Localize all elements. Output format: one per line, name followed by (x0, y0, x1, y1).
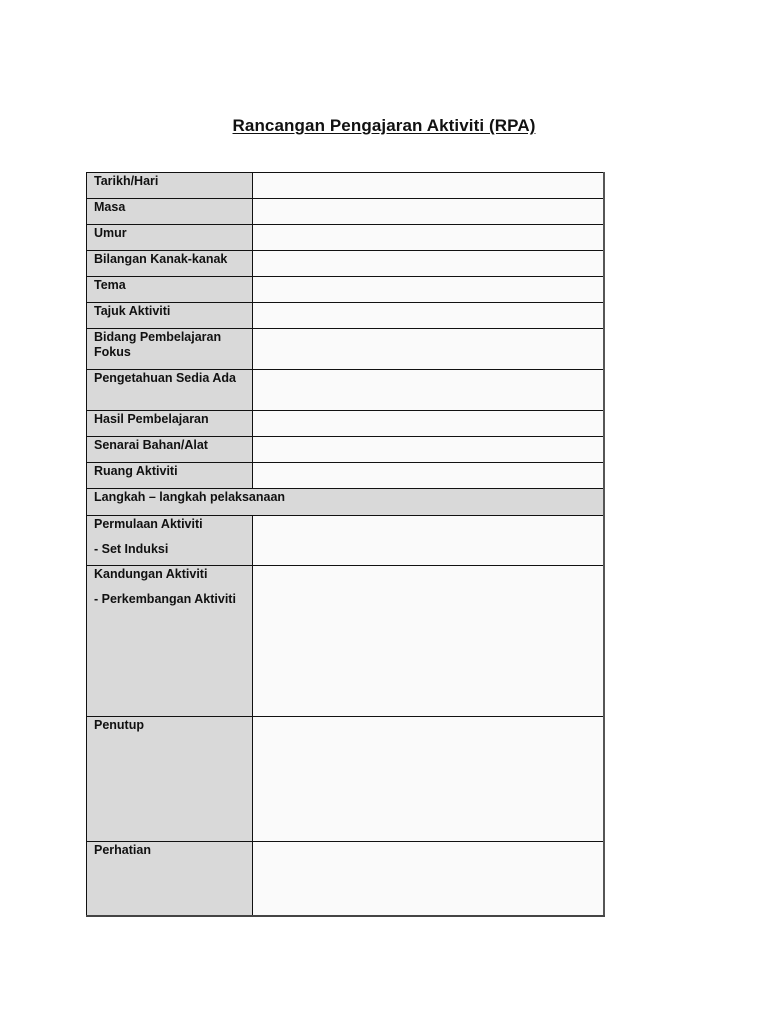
field-tema[interactable] (253, 277, 605, 303)
table-row-penutup (87, 717, 605, 842)
label-perhatian: Perhatian (87, 842, 253, 916)
label-tarikh-hari: Tarikh/Hari (87, 173, 253, 199)
label-bilangan-kanak-kanak: Bilangan Kanak-kanak (87, 251, 253, 277)
field-senarai-bahan-alat[interactable] (253, 437, 605, 463)
label-permulaan-aktiviti-title: Permulaan Aktiviti (94, 517, 203, 531)
rpa-form-table (86, 172, 605, 917)
label-masa: Masa (87, 199, 253, 225)
label-kandungan-aktiviti-title: Kandungan Aktiviti (94, 567, 208, 581)
section-header-langkah-pelaksanaan: Langkah – langkah pelaksanaan (87, 489, 605, 516)
label-penutup: Penutup (87, 717, 253, 842)
label-spacer (94, 582, 246, 592)
table-row-permulaan-aktiviti (87, 516, 605, 566)
label-spacer (94, 532, 246, 542)
field-bilangan-kanak-kanak[interactable] (253, 251, 605, 277)
table-row-perhatian (87, 842, 605, 916)
field-tajuk-aktiviti[interactable] (253, 303, 605, 329)
label-bidang-pembelajaran-fokus: Bidang Pembelajaran Fokus (87, 329, 253, 370)
label-perkembangan-aktiviti: - Perkembangan Aktiviti (94, 592, 236, 606)
field-hasil-pembelajaran[interactable] (253, 411, 605, 437)
label-permulaan-aktiviti (87, 516, 253, 566)
label-umur: Umur (87, 225, 253, 251)
field-ruang-aktiviti[interactable] (253, 463, 605, 489)
table-row-umur (87, 225, 605, 251)
label-senarai-bahan-alat: Senarai Bahan/Alat (87, 437, 253, 463)
table-row-tajuk-aktiviti (87, 303, 605, 329)
table-row-masa (87, 199, 605, 225)
label-kandungan-aktiviti (87, 566, 253, 717)
field-pengetahuan-sedia-ada[interactable] (253, 370, 605, 411)
field-bidang-pembelajaran-fokus[interactable] (253, 329, 605, 370)
field-umur[interactable] (253, 225, 605, 251)
table-row-bilangan-kanak-kanak (87, 251, 605, 277)
table-row-senarai-bahan-alat (87, 437, 605, 463)
table-row-section-header (87, 489, 605, 516)
page-title: Rancangan Pengajaran Aktiviti (RPA) (232, 116, 536, 135)
table-row-bidang-pembelajaran-fokus (87, 329, 605, 370)
table-row-kandungan-aktiviti (87, 566, 605, 717)
label-hasil-pembelajaran: Hasil Pembelajaran (87, 411, 253, 437)
label-tajuk-aktiviti: Tajuk Aktiviti (87, 303, 253, 329)
field-masa[interactable] (253, 199, 605, 225)
label-pengetahuan-sedia-ada: Pengetahuan Sedia Ada (87, 370, 253, 411)
label-set-induksi: - Set Induksi (94, 542, 169, 556)
field-tarikh-hari[interactable] (253, 173, 605, 199)
table-row-hasil-pembelajaran (87, 411, 605, 437)
field-penutup[interactable] (253, 717, 605, 842)
table-row-tema (87, 277, 605, 303)
table-row-ruang-aktiviti (87, 463, 605, 489)
table-row-tarikh-hari (87, 173, 605, 199)
field-permulaan-aktiviti[interactable] (253, 516, 605, 566)
field-kandungan-aktiviti[interactable] (253, 566, 605, 717)
label-tema: Tema (87, 277, 253, 303)
table-row-pengetahuan-sedia-ada (87, 370, 605, 411)
label-ruang-aktiviti: Ruang Aktiviti (87, 463, 253, 489)
field-perhatian[interactable] (253, 842, 605, 916)
